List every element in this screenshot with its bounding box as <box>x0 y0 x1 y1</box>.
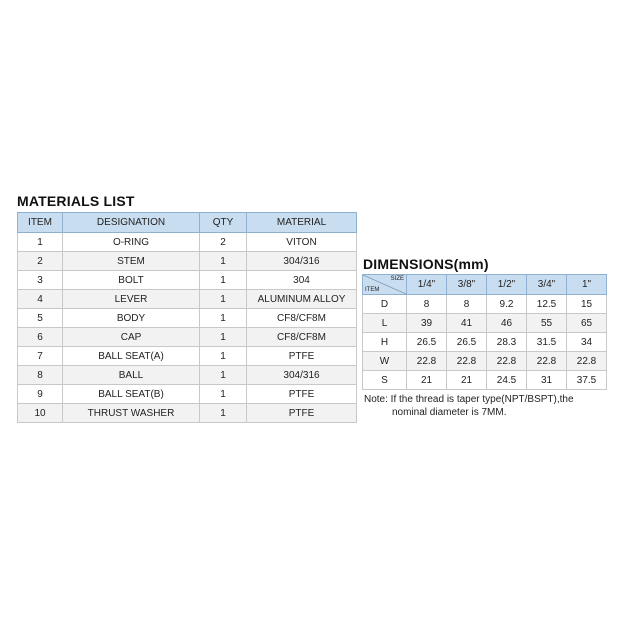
header-material: MATERIAL <box>247 213 357 233</box>
table-row <box>18 290 357 309</box>
material-cell: CF8/CF8M <box>247 309 357 328</box>
table-row <box>18 385 357 404</box>
material-cell: PTFE <box>247 404 357 423</box>
note-line-1: Note: If the thread is taper type(NPT/BSPT),the <box>364 394 574 405</box>
item-cell: 7 <box>18 347 63 366</box>
designation-cell: BODY <box>63 309 200 328</box>
dimension-value-cell: 15 <box>567 295 607 314</box>
designation-cell: O-RING <box>63 233 200 252</box>
dimension-value-cell: 8 <box>407 295 447 314</box>
qty-cell: 1 <box>200 252 247 271</box>
dimension-value-cell: 21 <box>447 371 487 390</box>
material-cell: PTFE <box>247 385 357 404</box>
table-row <box>363 333 607 352</box>
designation-cell: BALL SEAT(B) <box>63 385 200 404</box>
designation-cell: STEM <box>63 252 200 271</box>
dimension-value-cell: 9.2 <box>487 295 527 314</box>
item-cell: 5 <box>18 309 63 328</box>
material-cell: 304/316 <box>247 366 357 385</box>
table-row <box>18 271 357 290</box>
dimension-value-cell: 46 <box>487 314 527 333</box>
dimension-value-cell: 37.5 <box>567 371 607 390</box>
materials-header-row <box>18 213 357 233</box>
qty-cell: 1 <box>200 271 247 290</box>
dimensions-header-row <box>363 275 607 295</box>
dimension-value-cell: 22.8 <box>407 352 447 371</box>
dimension-value-cell: 22.8 <box>447 352 487 371</box>
dimension-label-cell: D <box>363 295 407 314</box>
dimension-value-cell: 12.5 <box>527 295 567 314</box>
dimension-value-cell: 31 <box>527 371 567 390</box>
dimension-label-cell: L <box>363 314 407 333</box>
corner-item-label: ITEM <box>365 287 380 293</box>
qty-cell: 1 <box>200 347 247 366</box>
designation-cell: CAP <box>63 328 200 347</box>
qty-cell: 1 <box>200 404 247 423</box>
dimension-value-cell: 28.3 <box>487 333 527 352</box>
header-item: ITEM <box>18 213 63 233</box>
table-row <box>18 252 357 271</box>
header-designation: DESIGNATION <box>63 213 200 233</box>
qty-cell: 2 <box>200 233 247 252</box>
designation-cell: BALL <box>63 366 200 385</box>
corner-size-label: SIZE <box>390 276 404 282</box>
dimension-label-cell: S <box>363 371 407 390</box>
table-row <box>18 366 357 385</box>
item-cell: 9 <box>18 385 63 404</box>
dimension-value-cell: 22.8 <box>487 352 527 371</box>
dimension-value-cell: 22.8 <box>527 352 567 371</box>
material-cell: ALUMINUM ALLOY <box>247 290 357 309</box>
qty-cell: 1 <box>200 309 247 328</box>
table-row <box>363 352 607 371</box>
table-row <box>18 404 357 423</box>
material-cell: VITON <box>247 233 357 252</box>
dimension-value-cell: 34 <box>567 333 607 352</box>
material-cell: 304/316 <box>247 252 357 271</box>
materials-table <box>17 212 357 423</box>
item-cell: 2 <box>18 252 63 271</box>
dimension-value-cell: 65 <box>567 314 607 333</box>
header-qty: QTY <box>200 213 247 233</box>
material-cell: PTFE <box>247 347 357 366</box>
item-cell: 6 <box>18 328 63 347</box>
dimension-value-cell: 39 <box>407 314 447 333</box>
size-header: 3/8" <box>447 275 487 295</box>
designation-cell: BOLT <box>63 271 200 290</box>
size-header: 1/4" <box>407 275 447 295</box>
thread-note <box>364 393 574 419</box>
dimension-value-cell: 26.5 <box>407 333 447 352</box>
dimension-label-cell: W <box>363 352 407 371</box>
dimension-value-cell: 21 <box>407 371 447 390</box>
dimensions-title: DIMENSIONS(mm) <box>363 256 489 272</box>
note-line-2: nominal diameter is 7MM. <box>392 407 507 418</box>
dimension-label-cell: H <box>363 333 407 352</box>
size-header: 3/4" <box>527 275 567 295</box>
qty-cell: 1 <box>200 366 247 385</box>
table-row <box>18 328 357 347</box>
size-header: 1" <box>567 275 607 295</box>
qty-cell: 1 <box>200 290 247 309</box>
material-cell: CF8/CF8M <box>247 328 357 347</box>
size-header: 1/2" <box>487 275 527 295</box>
table-row <box>363 314 607 333</box>
dimension-value-cell: 24.5 <box>487 371 527 390</box>
dimension-value-cell: 8 <box>447 295 487 314</box>
materials-list-title: MATERIALS LIST <box>17 193 135 209</box>
material-cell: 304 <box>247 271 357 290</box>
dimensions-table <box>362 274 607 390</box>
qty-cell: 1 <box>200 328 247 347</box>
item-cell: 4 <box>18 290 63 309</box>
item-cell: 3 <box>18 271 63 290</box>
dimension-value-cell: 31.5 <box>527 333 567 352</box>
item-cell: 8 <box>18 366 63 385</box>
dimension-value-cell: 55 <box>527 314 567 333</box>
designation-cell: LEVER <box>63 290 200 309</box>
item-cell: 1 <box>18 233 63 252</box>
item-cell: 10 <box>18 404 63 423</box>
dimension-value-cell: 22.8 <box>567 352 607 371</box>
table-row <box>18 309 357 328</box>
dimension-value-cell: 41 <box>447 314 487 333</box>
qty-cell: 1 <box>200 385 247 404</box>
size-item-corner-cell <box>363 275 407 295</box>
designation-cell: BALL SEAT(A) <box>63 347 200 366</box>
table-row <box>363 371 607 390</box>
table-row <box>363 295 607 314</box>
designation-cell: THRUST WASHER <box>63 404 200 423</box>
table-row <box>18 233 357 252</box>
table-row <box>18 347 357 366</box>
dimension-value-cell: 26.5 <box>447 333 487 352</box>
